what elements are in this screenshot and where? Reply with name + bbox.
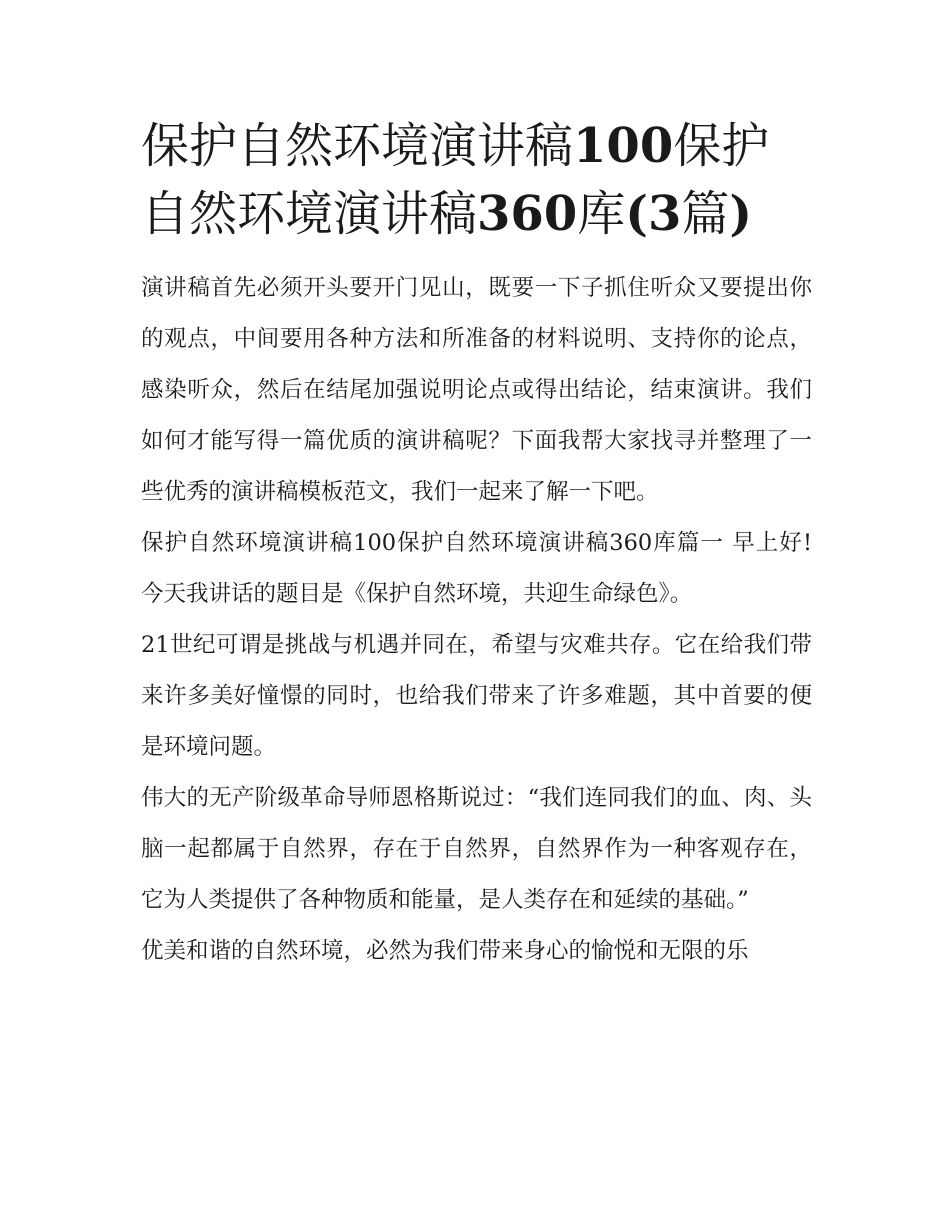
document-body: [141, 263, 812, 977]
paragraph-21st-century: 21世纪可谓是挑战与机遇并同在，希望与灾难共存。它在给我们带来许多美好憧憬的同时，也给我们带来了许多难题，其中首要的便是环境问题。: [141, 632, 812, 760]
paragraph-greeting: 保护自然环境演讲稿100保护自然环境演讲稿360库篇一 早上好! 今天我讲话的题目是《保护自然环境，共迎生命绿色》。: [141, 530, 812, 607]
paragraph-harmonious-environment: 优美和谐的自然环境，必然为我们带来身心的愉悦和无限的乐: [141, 938, 749, 964]
paragraph-engels-quote: 伟大的无产阶级革命导师恩格斯说过：“我们连同我们的血、肉、头脑一起都属于自然界，存在于自然界，自然界作为一种客观存在，它为人类提供了各种物质和能量，是人类存在和延续的基础。”: [141, 785, 812, 913]
paragraph-intro: 演讲稿首先必须开头要开门见山，既要一下子抓住听众又要提出你的观点，中间要用各种方法和所准备的材料说明、支持你的论点，感染听众，然后在结尾加强说明论点或得出结论，结束演讲。我们如何才能写得一篇优质的演讲稿呢？下面我帮大家找寻并整理了一些优秀的演讲稿模板范文，我们一起来了解一下吧。: [141, 275, 812, 505]
document-title: 保护自然环境演讲稿100保护自然环境演讲稿360库(3篇): [141, 118, 770, 242]
